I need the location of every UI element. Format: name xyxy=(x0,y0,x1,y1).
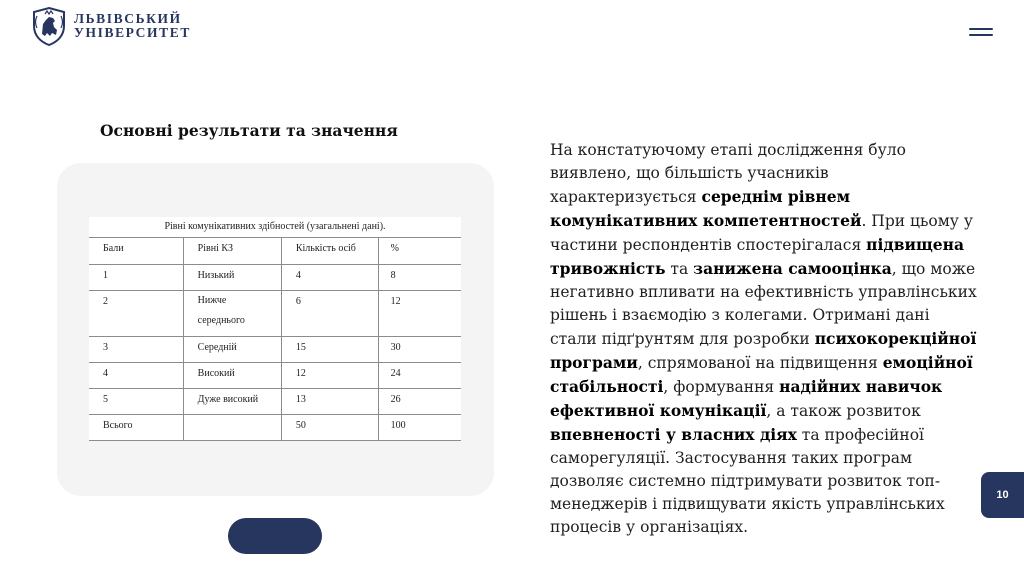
body-text-segment: , а також розвиток xyxy=(766,402,921,420)
body-text-segment: . При цьому у частини респондентів спостерігалася xyxy=(550,212,973,254)
body-text-segment: , що може негативно впливати на ефективність управлінських рішень і взаємодію з колегами. Отримані дані стали підґрунтям для розробки xyxy=(550,260,977,348)
header-cell: Бали xyxy=(89,238,183,265)
body-text-emphasis: середнім рівнем комунікативних компетентностей xyxy=(550,187,862,230)
table-cell: 2 xyxy=(89,291,183,337)
table-cell: 24 xyxy=(378,363,461,389)
results-description xyxy=(550,139,980,539)
body-text-emphasis: надійних навичок ефективної комунікації xyxy=(550,377,943,420)
table-caption: Рівні комунікативних здібностей (узагальнені дані). xyxy=(164,221,386,232)
table-row xyxy=(89,415,461,441)
body-text-segment: та професійної саморегуляції. Застосування таких програм дозволяє системно підтримувати розвиток топ-менеджерів і підвищувати якість управлінських процесів у організаціях. xyxy=(550,426,945,536)
university-logo[interactable] xyxy=(30,6,191,46)
section-title: Основні результати та значення xyxy=(100,121,398,140)
header-cell: Кількість осіб xyxy=(281,238,378,265)
body-text-emphasis: психокорекційної програми xyxy=(550,329,977,372)
body-text-emphasis: впевненості у власних діях xyxy=(550,425,797,444)
table-cell: Середній xyxy=(183,337,281,363)
table-row xyxy=(89,265,461,291)
table-cell: Високий xyxy=(183,363,281,389)
header-cell: % xyxy=(378,238,461,265)
table-cell-line: середнього xyxy=(197,315,245,326)
hamburger-menu-icon[interactable] xyxy=(969,27,993,41)
menu-bar-top xyxy=(969,28,993,30)
body-text-emphasis: занижена самооцінка xyxy=(693,259,892,278)
logo-line-2: УНІВЕРСИТЕТ xyxy=(74,25,191,40)
lion-shield-logo-icon xyxy=(30,6,68,46)
navigation-pill-button[interactable] xyxy=(228,518,322,554)
table-row xyxy=(89,389,461,415)
table-cell xyxy=(183,415,281,441)
body-text-segment: , спрямованої на підвищення xyxy=(637,354,883,372)
header-cell: Рівні КЗ xyxy=(183,238,281,265)
table-cell xyxy=(183,291,281,337)
table-cell: 30 xyxy=(378,337,461,363)
table-row xyxy=(89,291,461,337)
table-cell: 13 xyxy=(281,389,378,415)
table-row xyxy=(89,363,461,389)
table-cell: 50 xyxy=(281,415,378,441)
table-cell: 8 xyxy=(378,265,461,291)
menu-bar-bottom xyxy=(969,34,993,36)
results-table xyxy=(89,217,461,441)
body-text-emphasis: емоційної стабільності xyxy=(550,353,973,396)
table-cell: 4 xyxy=(281,265,378,291)
table-row xyxy=(89,337,461,363)
table-cell: 12 xyxy=(378,291,461,337)
table-cell: Дуже високий xyxy=(183,389,281,415)
table-cell: 26 xyxy=(378,389,461,415)
table-cell: 1 xyxy=(89,265,183,291)
table-cell: 4 xyxy=(89,363,183,389)
table-header-row xyxy=(89,238,461,265)
table-cell: 3 xyxy=(89,337,183,363)
body-text-segment: та xyxy=(665,260,694,278)
table-cell: 100 xyxy=(378,415,461,441)
table-cell: Всього xyxy=(89,415,183,441)
body-text-emphasis: підвищена тривожність xyxy=(550,235,965,278)
page-number-badge: 10 xyxy=(981,472,1024,518)
logo-line-1: ЛЬВІВСЬКИЙ xyxy=(74,11,182,26)
body-text-segment: На констатуючому етапі дослідження було виявлено, що більшість учасників характеризується xyxy=(550,141,906,206)
table-cell: Низький xyxy=(183,265,281,291)
table-cell: 6 xyxy=(281,291,378,337)
table-cell-line: Нижче xyxy=(197,295,227,306)
body-text-segment: , формування xyxy=(663,378,780,396)
table-cell: 12 xyxy=(281,363,378,389)
table-cell: 15 xyxy=(281,337,378,363)
table-cell: 5 xyxy=(89,389,183,415)
